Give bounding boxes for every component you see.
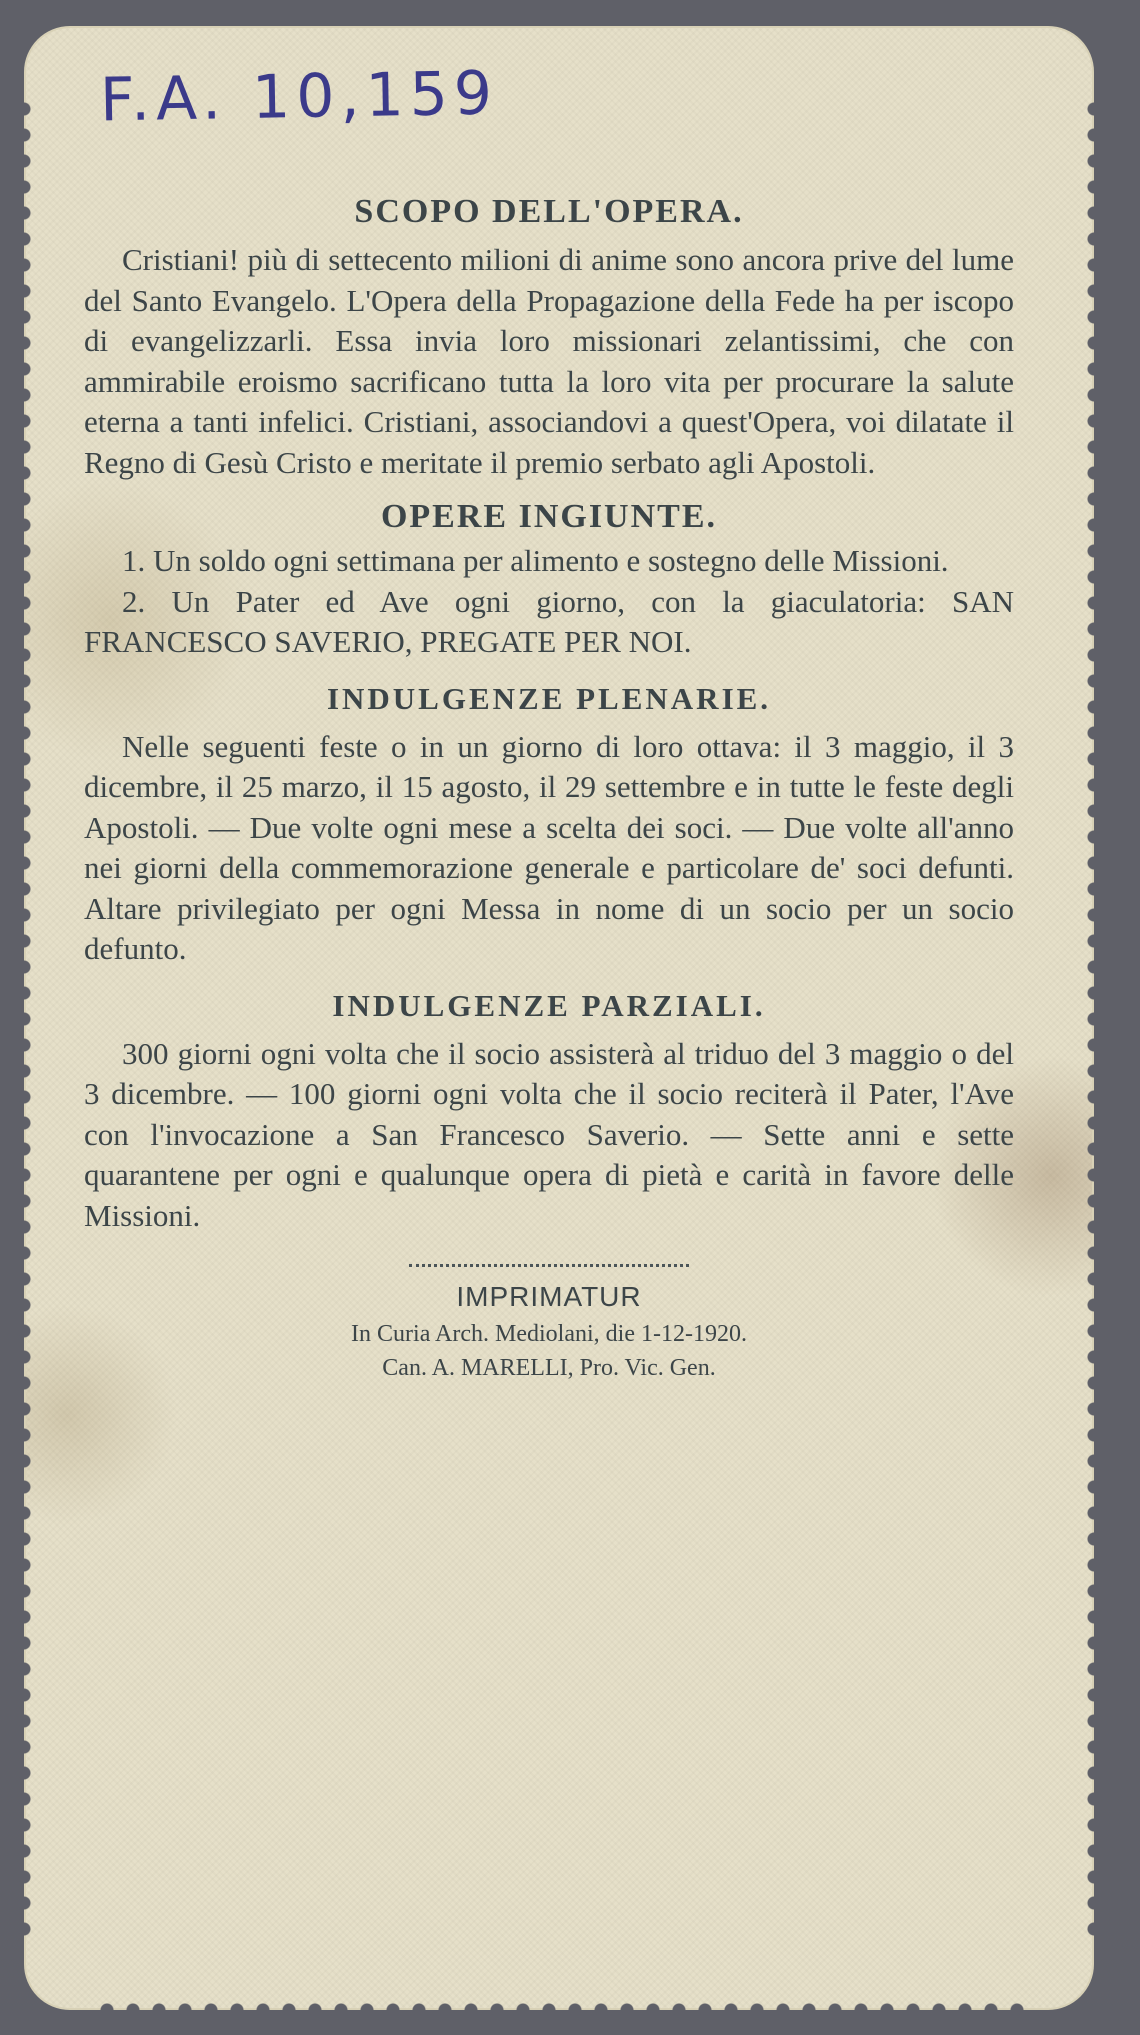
imprimatur-line-signatory: Can. A. MARELLI, Pro. Vic. Gen. xyxy=(382,1355,716,1381)
section-paragraph: 300 giorni ogni volta che il socio assisterà al triduo del 3 maggio o del 3 dicembre. — 100 giorni ogni volta che il socio reciterà il Pater, l'Ave con l'invocazione a San Francesco Saverio. — Sette anni e sette quarantene per ogni e qualunque opera di pietà e carità in favore delle Missioni. xyxy=(84,1035,1014,1233)
list-item: 2. Un Pater ed Ave ogni giorno, con la giaculatoria: SAN FRANCESCO SAVERIO, PREGATE PER NOI. xyxy=(84,583,1014,659)
section-title-opere: OPERE INGIUNTE. xyxy=(380,498,718,535)
section-title-plenarie: INDULGENZE PLENARIE. xyxy=(326,680,772,716)
imprimatur-heading: IMPRIMATUR xyxy=(456,1281,642,1312)
section-title-scopo: SCOPO DELL'OPERA. xyxy=(354,193,744,230)
scalloped-edge-right xyxy=(1087,96,1101,1936)
scalloped-edge-left xyxy=(17,96,31,1936)
scalloped-edge-bottom xyxy=(94,2003,1024,2017)
handwritten-archive-note: F.A. 10,159 xyxy=(99,58,499,136)
section-paragraph: Nelle seguenti feste o in un giorno di loro ottava: il 3 maggio, il 3 dicembre, il 25 marzo, il 15 agosto, il 29 settembre e in tutte le feste degli Apostoli. — Due volte ogni mese a scelta dei soci. — Due volte all'anno nei giorni della commemorazione generale e particolare de' soci defunti. Altare privilegiato per ogni Messa in nome di un socio per un socio defunto. xyxy=(84,728,1014,966)
section-paragraph: Cristiani! più di settecento milioni di anime sono ancora prive del lume del Santo Evangelo. L'Opera della Propagazione della Fede ha per iscopo di evangelizzarli. Essa invia loro missionari zelantissimi, che con ammirabile eroismo sacrificano tutta la loro vita per procurare la salute eterna a tanti infelici. Cristiani, associandovi a quest'Opera, voi dilatate il Regno di Gesù Cristo e meritate il premio serbato agli Apostoli. xyxy=(84,242,1014,480)
list-item: 1. Un soldo ogni settimana per alimento e sostegno delle Missioni. xyxy=(122,543,949,578)
imprimatur-line-curia: In Curia Arch. Mediolani, die 1-12-1920. xyxy=(351,1321,747,1347)
dotted-separator xyxy=(409,1264,689,1267)
imprimatur-block xyxy=(84,1277,1014,1385)
section-title-parziali: INDULGENZE PARZIALI. xyxy=(332,987,766,1023)
card-text xyxy=(84,188,1014,1385)
